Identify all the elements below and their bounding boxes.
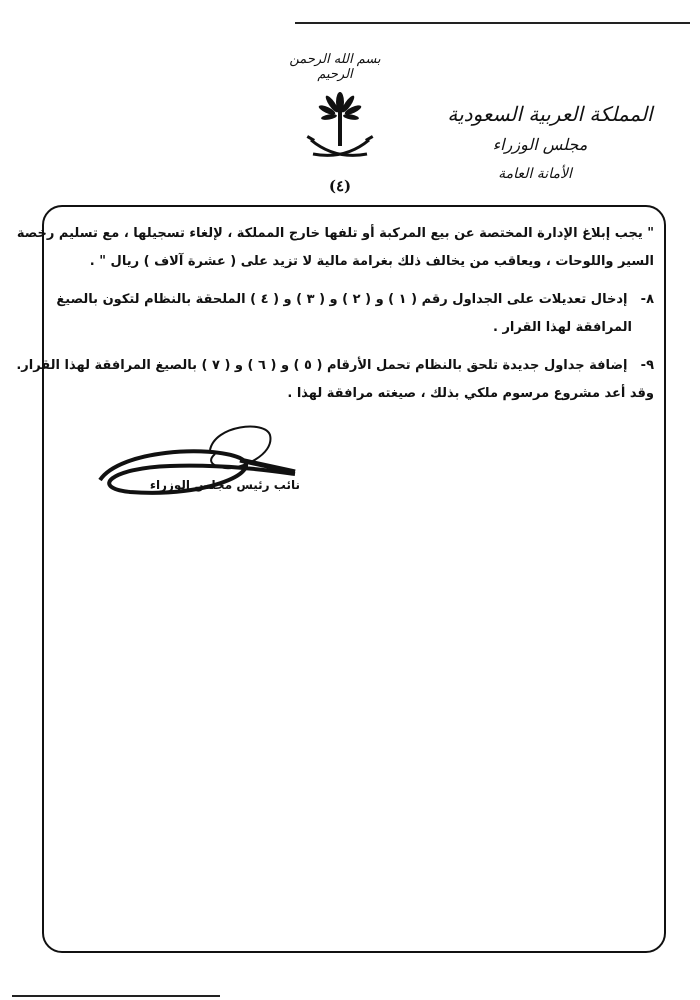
signatory-title: نائب رئيس مجلس الوزراء [149, 478, 300, 492]
bottom-rule [12, 995, 220, 997]
top-rule [295, 22, 690, 24]
body-text [16, 220, 654, 408]
saudi-emblem-icon [305, 88, 375, 168]
item-8-line-2: المرافقة لهذا القرار . [492, 320, 632, 335]
letterhead [430, 100, 670, 186]
quote-line-1: " يجب إبلاغ الإدارة المختصة عن بيع المركبة أو تلفها خارج المملكة ، لإلغاء تسجيلها ، مع تسليم رخصة [16, 226, 654, 241]
letterhead-secretariat: الأمانة العامة [498, 166, 572, 182]
item-9-line-1: إضافة جداول جديدة تلحق بالنظام تحمل الأرقام ( ٥ ) و ( ٦ ) و ( ٧ ) بالصيغ المرافقة لهذا القرار. [16, 358, 628, 373]
letterhead-kingdom: المملكة العربية السعودية [447, 102, 653, 126]
letterhead-council: مجلس الوزراء [492, 135, 588, 154]
page-number: (٤) [328, 177, 352, 195]
item-8 [50, 286, 654, 314]
basmala: بسم الله الرحمن الرحيم [289, 52, 381, 82]
item-9 [16, 352, 654, 380]
item-8-number: ٨- [640, 292, 654, 307]
quote-line-2: السير واللوحات ، ويعاقب من يخالف ذلك بغرامة مالية لا تزيد على ( عشرة آلاف ) ريال " . [89, 254, 654, 269]
item-8-line-1: إدخال تعديلات على الجداول رقم ( ١ ) و ( ٢ ) و ( ٣ ) و ( ٤ ) الملحقة بالنظام لتكون بالصيغ [56, 292, 628, 307]
item-9-number: ٩- [640, 358, 654, 373]
closing-line: وقد أعد مشروع مرسوم ملكي بذلك ، صيغته مرافقة لهذا . [287, 386, 654, 401]
